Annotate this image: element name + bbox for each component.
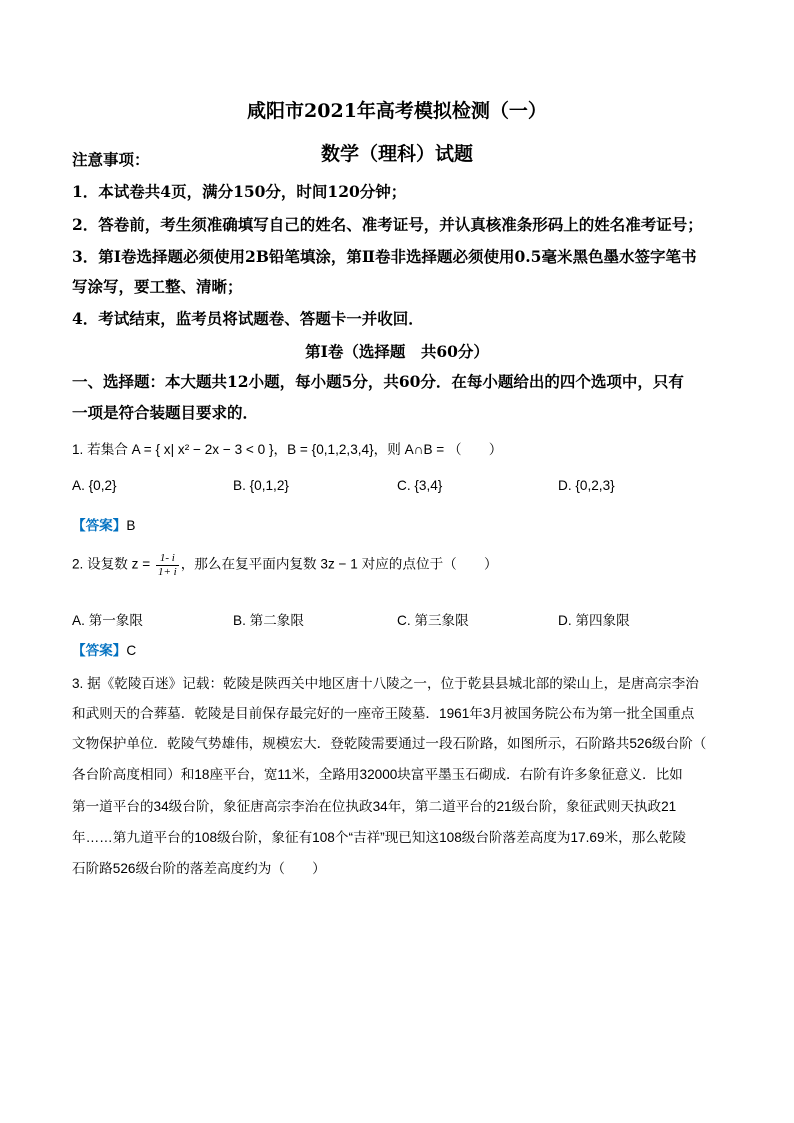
question-1-stem: 1. 若集合 A = { x| x² − 2x − 3 < 0 }，B = {0,1,2,3,4}，则 A∩B = （ ） [72,442,503,457]
question-2-stem-post: ，那么在复平面内复数 3z − 1 对应的点位于（ ） [180,556,498,572]
question-2-option-b: B. 第二象限 [233,613,304,628]
answer-value: C [126,643,137,658]
fraction [156,552,179,578]
note-4: 4．考试结束，监考员将试题卷、答题卡一并收回． [72,309,424,328]
answer-tag: 【答案】 [72,518,127,533]
question-3-line-3: 文物保护单位．乾陵气势雄伟，规模宏大．登乾陵需要通过一段石阶路，如图所示，石阶路共526级台阶（ [72,736,707,751]
fraction-numerator: 1- i [156,552,179,566]
fraction-denominator: 1+ i [157,565,177,578]
question-2-stem [72,552,498,578]
section-heading: 第Ⅰ卷（选择题 共60分） [305,342,489,361]
question-2-stem-pre: 2. 设复数 z = [72,556,154,572]
question-1-option-d: D. {0,2,3} [558,478,615,493]
note-1: 1．本试卷共4页，满分150分，时间120分钟； [72,182,407,201]
question-3-line-2: 和武则天的合葬墓．乾陵是目前保存最完好的一座帝王陵墓．1961年3月被国务院公布为第一批全国重点 [72,706,695,721]
answer-value: B [126,518,136,533]
section-intro-line-2: 一项是符合装题目要求的． [72,403,259,422]
question-2-option-d: D. 第四象限 [558,613,630,628]
note-3-line-1: 3．第Ⅰ卷选择题必须使用2B铅笔填涂，第Ⅱ卷非选择题必须使用0.5毫米黑色墨水签字笔书 [72,247,697,266]
notes-header: 注意事项： [72,150,150,169]
question-1-option-b: B. {0,1,2} [233,478,289,493]
question-3-line-5: 第一道平台的34级台阶，象征唐高宗李治在位执政34年，第二道平台的21级台阶，象征武则天执政21 [72,799,677,814]
question-1-option-c: C. {3,4} [397,478,443,493]
question-3-line-6: 年……第九道平台的108级台阶，象征有108个“吉祥”现已知这108级台阶落差高度为17.69米，那么乾陵 [72,830,687,845]
note-3-line-2: 写涂写，要工整、清晰； [72,277,243,296]
exam-title: 咸阳市2021年高考模拟检测（一） [247,100,547,122]
note-2: 2．答卷前，考生须准确填写自己的姓名、准考证号，并认真核准条形码上的姓名准考证号； [72,215,703,234]
exam-subtitle: 数学（理科）试题 [320,143,473,165]
question-3-line-7: 石阶路526级台阶的落差高度约为（ ） [72,861,326,876]
question-2-option-c: C. 第三象限 [397,613,469,628]
question-1-answer [72,514,135,534]
question-3-line-4: 各台阶高度相同）和18座平台，宽11米，全路用32000块富平墨玉石砌成．右阶有许多象征意义．比如 [72,767,683,782]
question-1-option-a: A. {0,2} [72,478,117,493]
question-2-answer [72,639,136,659]
question-2-option-a: A. 第一象限 [72,613,143,628]
answer-tag: 【答案】 [72,643,127,658]
section-intro-line-1: 一、选择题：本大题共12小题，每小题5分，共60分．在每小题给出的四个选项中，只有 [72,372,684,391]
question-3-line-1: 3. 据《乾陵百迷》记载：乾陵是陕西关中地区唐十八陵之一，位于乾县县城北部的梁山上，是唐高宗李治 [72,676,699,691]
